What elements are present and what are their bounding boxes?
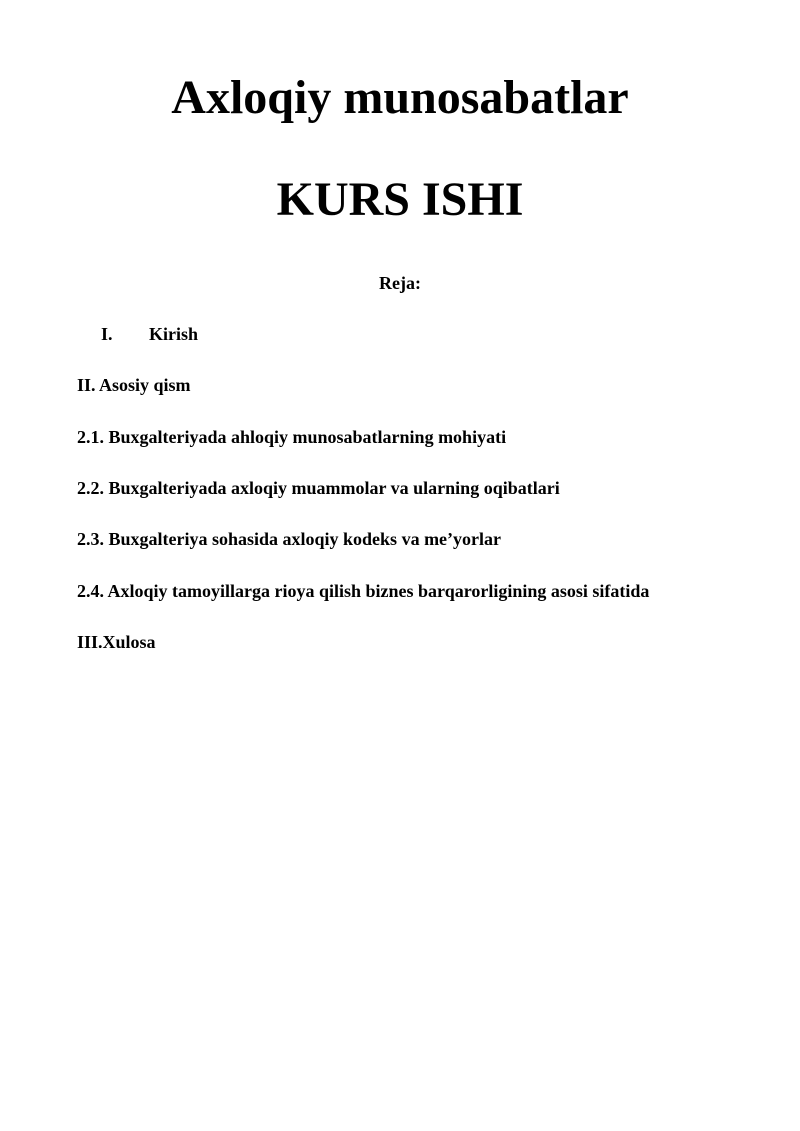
plan-item-conclusion: III.Xulosa bbox=[77, 632, 156, 652]
plan-item-number: I. bbox=[101, 324, 113, 344]
plan-item-introduction bbox=[77, 323, 377, 345]
plan-item-2-1: 2.1. Buxgalteriyada ahloqiy munosabatlarning mohiyati bbox=[77, 427, 507, 447]
plan-item-main-part: II. Asosiy qism bbox=[77, 375, 191, 395]
plan-item-2-3: 2.3. Buxgalteriya sohasida axloqiy kodeks va me’yorlar bbox=[77, 529, 502, 549]
plan-item-2-2: 2.2. Buxgalteriyada axloqiy muammolar va ularning oqibatlari bbox=[77, 478, 560, 498]
document-title: Axloqiy munosabatlar bbox=[171, 71, 629, 124]
plan-item-2-4: 2.4. Axloqiy tamoyillarga rioya qilish biznes barqarorligining asosi sifatida bbox=[77, 581, 650, 601]
plan-item-label: Kirish bbox=[149, 324, 199, 344]
plan-heading: Reja: bbox=[379, 273, 421, 293]
document-subtitle: KURS ISHI bbox=[276, 173, 524, 226]
